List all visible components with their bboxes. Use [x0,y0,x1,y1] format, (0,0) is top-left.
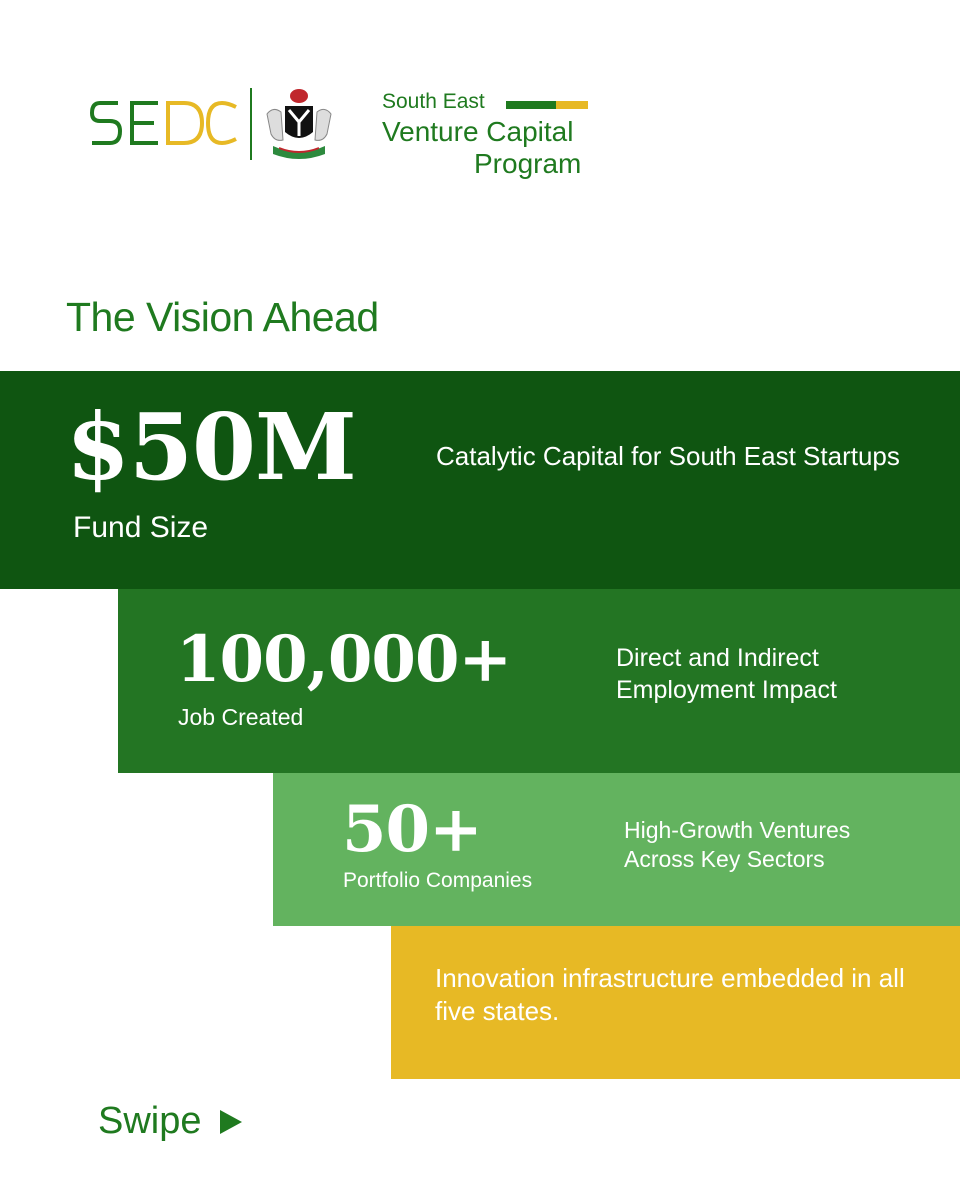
stat-label-portfolio: Portfolio Companies [343,869,533,892]
swipe-button[interactable] [98,1100,242,1143]
stat-desc-fund: Catalytic Capital for South East Startups [436,441,900,471]
sedc-logo [88,93,238,153]
stat-label-jobs: Job Created [178,704,304,730]
closing-statement: Innovation infrastructure embedded in all five states. [435,963,905,1026]
program-title-line1: South East [382,90,485,113]
stat-value-portfolio: 50+ [342,792,482,867]
stat-value-fund: $50M [66,393,356,501]
logo-divider [250,88,252,160]
stat-desc-portfolio: High-Growth Ventures Across Key Sectors [624,817,851,872]
program-title-line2: Venture Capital [382,116,574,147]
accent-stripe-green [506,101,556,109]
play-arrow-icon [220,1110,242,1134]
swipe-label: Swipe [98,1100,202,1142]
nigeria-coat-of-arms-icon [259,84,339,164]
accent-stripe-yellow [556,101,588,109]
program-title-line3: Program [474,148,582,179]
stat-value-jobs: 100,000+ [176,622,512,697]
stat-desc-jobs: Direct and Indirect Employment Impact [616,644,837,704]
section-title: The Vision Ahead [66,294,379,340]
stat-label-fund: Fund Size [73,511,209,544]
